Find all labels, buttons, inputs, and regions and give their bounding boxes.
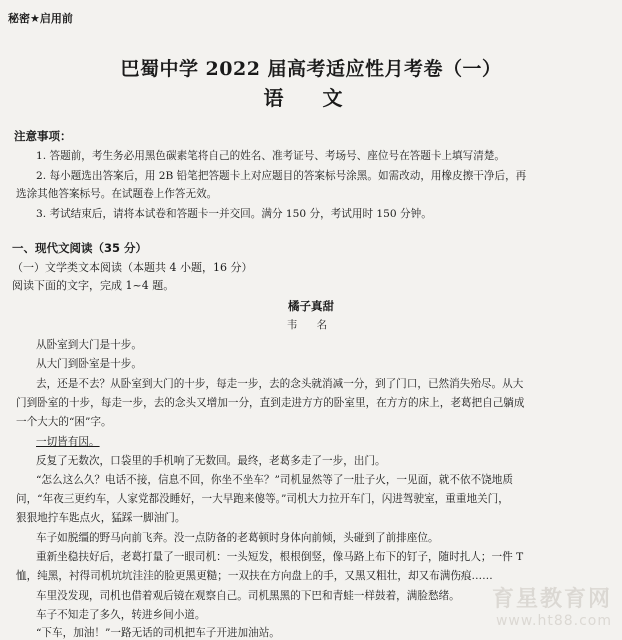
article-line: 去，还是不去？从卧室到大门的十步，每走一步，去的念头就消减一分，到了门口，已然消失殆尽。从大 (36, 378, 524, 390)
notice-line: 3. 考试结束后，请将本试卷和答题卡一并交回。满分 150 分，考试用时 150 分钟。 (36, 208, 432, 220)
article-line: 门到卧室的十步，每走一步，去的念头又增加一分，直到走进方方的卧室里，在方方的床上，老葛把自己躺成 (16, 397, 525, 409)
subsection-heading: （一）文学类文本阅读（本题共 4 小题，16 分） (12, 261, 253, 274)
notice-line: 2. 每小题选出答案后，用 2B 铅笔把答题卡上对应题目的答案标号涂黑。如需改动，用橡皮擦干净后，再 (36, 170, 527, 182)
section-heading: 一、现代文阅读（35 分） (12, 241, 148, 255)
article-line: 一个大大的“困”字。 (16, 416, 112, 428)
article-line: 从大门到卧室是十步。 (36, 358, 142, 370)
exam-title: 巴蜀中学 2022 届高考适应性月考卷（一） (120, 58, 502, 80)
article-line: 车子不知走了多久，转进乡间小道。 (36, 609, 206, 621)
exam-subject: 语 文 (263, 86, 359, 110)
article-line: 狠狠地拧车匙点火，猛踩一脚油门。 (16, 512, 186, 524)
article-line: “下车，加油！”一路无话的司机把车子开进加油站。 (36, 627, 280, 639)
secret-label: 秘密★启用前 (8, 12, 73, 25)
article-line: 恤，纯黑，衬得司机坑坑洼洼的脸更黑更糙；一双扶在方向盘上的手，又黑又粗壮，却又布满伤痕…… (16, 570, 493, 582)
watermark (492, 582, 612, 629)
notice-line: 选涂其他答案标号。在试题卷上作答无效。 (16, 188, 218, 200)
article-line: 从卧室到大门是十步。 (36, 339, 142, 351)
article-line: 重新坐稳扶好后，老葛打量了一眼司机：一头短发，根根倒竖，像马路上布下的钉子，随时扎人；一件 T (36, 551, 524, 563)
article-author: 韦 名 (286, 319, 336, 331)
notice-heading: 注意事项： (14, 129, 72, 143)
article-title: 橘子真甜 (288, 299, 334, 313)
watermark-site-name: 育星教育网 (491, 587, 612, 612)
article-line: 车里没发现，司机也借着观后镜在观察自己。司机黑黑的下巴和青蛙一样鼓着，满脸愁绪。 (36, 590, 460, 602)
article-line: 车子如脱缰的野马向前飞奔。没一点防备的老葛顿时身体向前倾，头碰到了前排座位。 (36, 532, 439, 544)
article-line: 一切皆有因。 (36, 436, 100, 448)
notice-line: 1. 答题前，考生务必用黑色碳素笔将自己的姓名、准考证号、考场号、座位号在答题卡上填写清楚。 (36, 150, 506, 162)
watermark-url: www.ht88.com (495, 613, 612, 629)
reading-instruction: 阅读下面的文字，完成 1~4 题。 (12, 279, 175, 292)
article-line: 问，“年夜三更约车，人家党都没睡好，一大早跑来傻等。”司机大力拉开车门，闪进驾驶室，重重地关门， (16, 493, 509, 505)
article-line: “怎么这么久？电话不接，信息不回，你坐不坐车？”司机显然等了一肚子火，一见面，就不依不饶地质 (36, 474, 513, 486)
article-line: 反复了无数次，口袋里的手机响了无数回。最终，老葛多走了一步，出门。 (36, 455, 386, 467)
